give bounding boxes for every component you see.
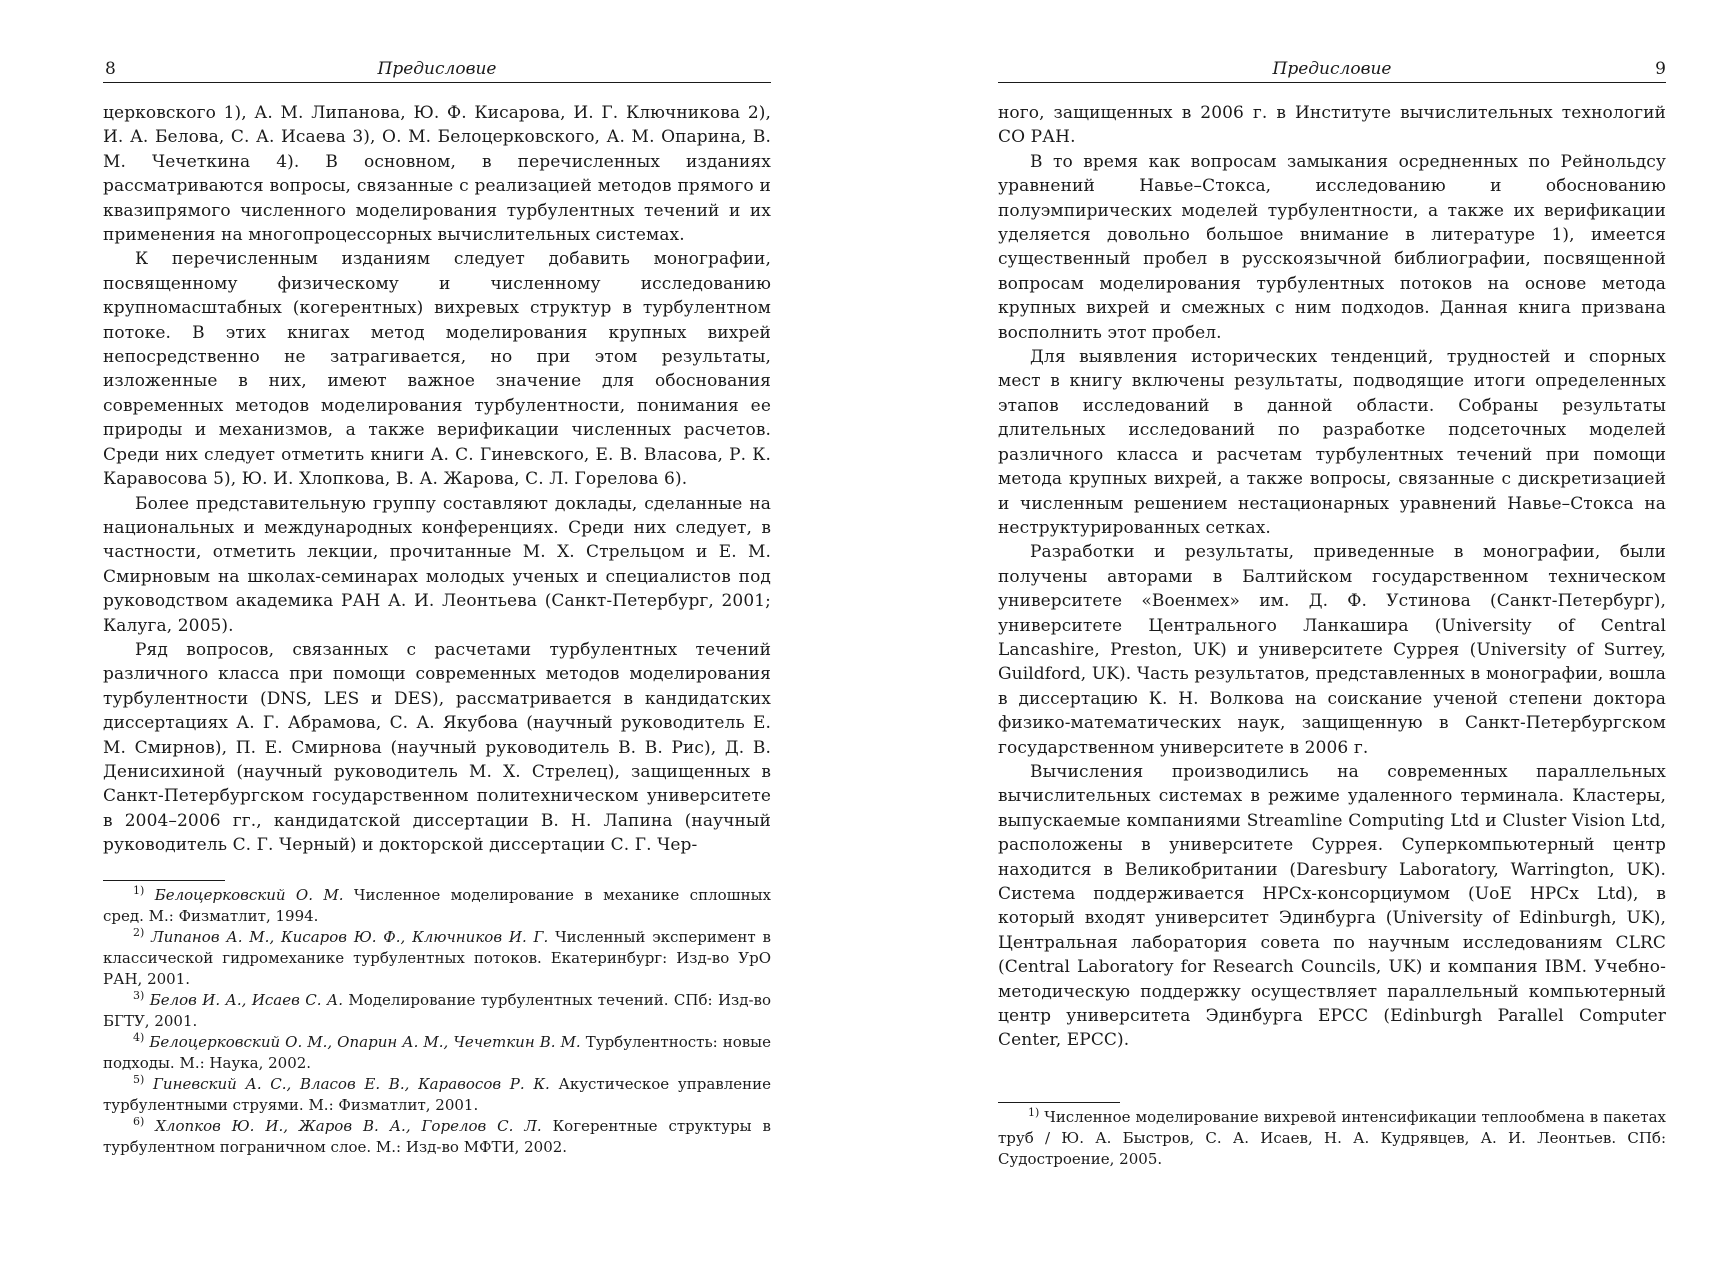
footnote-authors: Белов И. А., Исаев С. А. <box>149 991 344 1009</box>
footnote-authors: Белоцерковский О. М. <box>154 886 344 904</box>
footnote-text: Численное моделирование вихревой интенсификации теплообмена в пакетах труб / Ю. А. Быстров, С. А. Исаев, Н. А. Кудрявцев, А. И. Леонтьев. СПб: Судостроение, 2005. <box>998 1108 1666 1168</box>
footnote <box>103 927 771 990</box>
paragraph: ного, защищенных в 2006 г. в Институте вычислительных технологий СО РАН. <box>998 103 1666 148</box>
footnote-mark: 3) <box>133 989 145 1002</box>
footnote <box>103 885 771 927</box>
left-page <box>103 56 771 1156</box>
footnote <box>103 1032 771 1074</box>
paragraph: Вычисления производились на современных параллельных вычислительных системах в режиме удаленного терминала. Кластеры, выпускаемые компаниями Streamline Computing Ltd и Cluster Vision Ltd, расположены в университете Суррея. Суперкомпьютерный центр находится в Великобритании (Daresbury Laboratory, Warrington, UK). Система поддерживается HPCx-консорциумом (UoE HPCx Ltd), в который входят университет Эдинбурга (University of Edinburgh, UK), Центральная лаборатория совета по научным исследованиям CLRC (Central Laboratory for Research Councils, UK) и компания IBM. Учебно-методическую поддержку осуществляет параллельный компьютерный центр университета Эдинбурга EPCC (Edinburgh Parallel Computer Center, EPCC). <box>998 761 1666 1051</box>
body-text-left <box>103 101 771 858</box>
footnote-authors: Гиневский А. С., Власов Е. В., Каравосов Р. К. <box>153 1075 550 1093</box>
footnote-mark: 1) <box>1028 1106 1040 1119</box>
right-page <box>998 56 1666 1168</box>
running-head-title-right: Предисловие <box>1272 59 1392 79</box>
footnote-text: Турбулентность: новые подходы. М.: Наука, 2002. <box>103 1033 771 1072</box>
footnote-text: Численное моделирование в механике сплошных сред. М.: Физматлит, 1994. <box>103 886 771 925</box>
footnote <box>103 1074 771 1116</box>
footnote-authors: Белоцерковский О. М., Опарин А. М., Чечеткин В. М. <box>149 1033 581 1051</box>
footnote-mark: 2) <box>133 926 145 939</box>
body-text-right <box>998 101 1666 1053</box>
footnote-text: Акустическое управление турбулентными струями. М.: Физматлит, 2001. <box>103 1075 771 1114</box>
footnote-mark: 6) <box>133 1115 145 1128</box>
footnote-authors: Липанов А. М., Кисаров Ю. Ф., Ключников И. Г. <box>151 928 549 946</box>
footnote-mark: 1) <box>133 884 145 897</box>
paragraph: Для выявления исторических тенденций, трудностей и спорных мест в книгу включены результаты, подводящие итоги определенных этапов исследований в данной области. Собраны результаты длительных исследований по разработке подсеточных моделей различного класса и расчетам турбулентных течений при помощи метода крупных вихрей, а также вопросы, связанные с дискретизацией и численным решением нестационарных уравнений Навье–Стокса на неструктурированных сетках. <box>998 347 1666 538</box>
footnote-text: Моделирование турбулентных течений. СПб: Изд-во БГТУ, 2001. <box>103 991 771 1030</box>
running-head-left <box>103 56 771 83</box>
footnote-rule <box>998 1102 1120 1103</box>
footnote <box>103 1116 771 1158</box>
paragraph: Более представительную группу составляют доклады, сделанные на национальных и международных конференциях. Среди них следует, в частности, отметить лекции, прочитанные М. Х. Стрельцом и Е. М. Смирновым на школах-семинарах молодых ученых и специалистов под руководством академика РАН А. И. Леонтьева (Санкт-Петербург, 2001; Калуга, 2005). <box>103 493 771 636</box>
footnote-text: Когерентные структуры в турбулентном пограничном слое. М.: Изд-во МФТИ, 2002. <box>103 1117 771 1156</box>
footnote <box>103 990 771 1032</box>
footnote-mark: 5) <box>133 1073 145 1086</box>
paragraph: К перечисленным изданиям следует добавить монографии, посвященному физическому и численному исследованию крупномасштабных (когерентных) вихревых структур в турбулентном потоке. В этих книгах метод моделирования крупных вихрей непосредственно не затрагивается, но при этом результаты, изложенные в них, имеют важное значение для обоснования современных методов моделирования турбулентности, понимания ее природы и механизмов, а также верификации численных расчетов. Среди них следует отметить книги А. С. Гиневского, Е. В. Власова, Р. К. Каравосова 5), Ю. И. Хлопкова, В. А. Жарова, С. Л. Горелова 6). <box>103 249 771 490</box>
page-number-left: 8 <box>105 59 116 79</box>
paragraph: Разработки и результаты, приведенные в монографии, были получены авторами в Балтийском государственном техническом университете «Военмех» им. Д. Ф. Устинова (Санкт-Петербург), университете Центрального Ланкашира (University of Central Lancashire, Preston, UK) и университете Суррея (University of Surrey, Guildford, UK). Часть результатов, представленных в монографии, вошла в диссертацию К. Н. Волкова на соискание ученой степени доктора физико-математических наук, защищенную в Санкт-Петербургском государственном университете в 2006 г. <box>998 542 1666 758</box>
footnote-rule <box>103 880 225 881</box>
running-head-right <box>998 56 1666 83</box>
footnote-text: Численный эксперимент в классической гидромеханике турбулентных потоков. Екатеринбург: Изд-во УрО РАН, 2001. <box>103 928 771 988</box>
footnote-mark: 4) <box>133 1031 145 1044</box>
footnotes-right <box>998 1102 1666 1170</box>
footnote <box>998 1107 1666 1170</box>
page-number-right: 9 <box>1655 59 1666 79</box>
footnote-authors: Хлопков Ю. И., Жаров В. А., Горелов С. Л. <box>155 1117 542 1135</box>
paragraph: Ряд вопросов, связанных с расчетами турбулентных течений различного класса при помощи современных методов моделирования турбулентности (DNS, LES и DES), рассматривается в кандидатских диссертациях А. Г. Абрамова, С. А. Якубова (научный руководитель Е. М. Смирнов), П. Е. Смирнова (научный руководитель В. В. Рис), Д. В. Денисихиной (научный руководитель М. Х. Стрелец), защищенных в Санкт-Петербургском государственном политехническом университете в 2004–2006 гг., кандидатской диссертации В. Н. Лапина (научный руководитель С. Г. Черный) и докторской диссертации С. Г. Чер- <box>103 639 771 856</box>
paragraph: В то время как вопросам замыкания осредненных по Рейнольдсу уравнений Навье–Стокса, исследованию и обоснованию полуэмпирических моделей турбулентности, а также их верификации уделяется довольно большое внимание в литературе 1), имеется существенный пробел в русскоязычной библиографии, посвященной вопросам моделирования турбулентных потоков на основе метода крупных вихрей и смежных с ним подходов. Данная книга призвана восполнить этот пробел. <box>998 151 1666 343</box>
running-head-title-left: Предисловие <box>377 59 497 79</box>
paragraph: церковского 1), А. М. Липанова, Ю. Ф. Кисарова, И. Г. Ключникова 2), И. А. Белова, С. А. Исаева 3), О. М. Белоцерковского, А. М. Опарина, В. М. Чечеткина 4). В основном, в перечисленных изданиях рассматриваются вопросы, связанные с реализацией методов прямого и квазипрямого численного моделирования турбулентных течений и их применения на многопроцессорных вычислительных системах. <box>103 103 771 246</box>
footnotes-left <box>103 880 771 1158</box>
